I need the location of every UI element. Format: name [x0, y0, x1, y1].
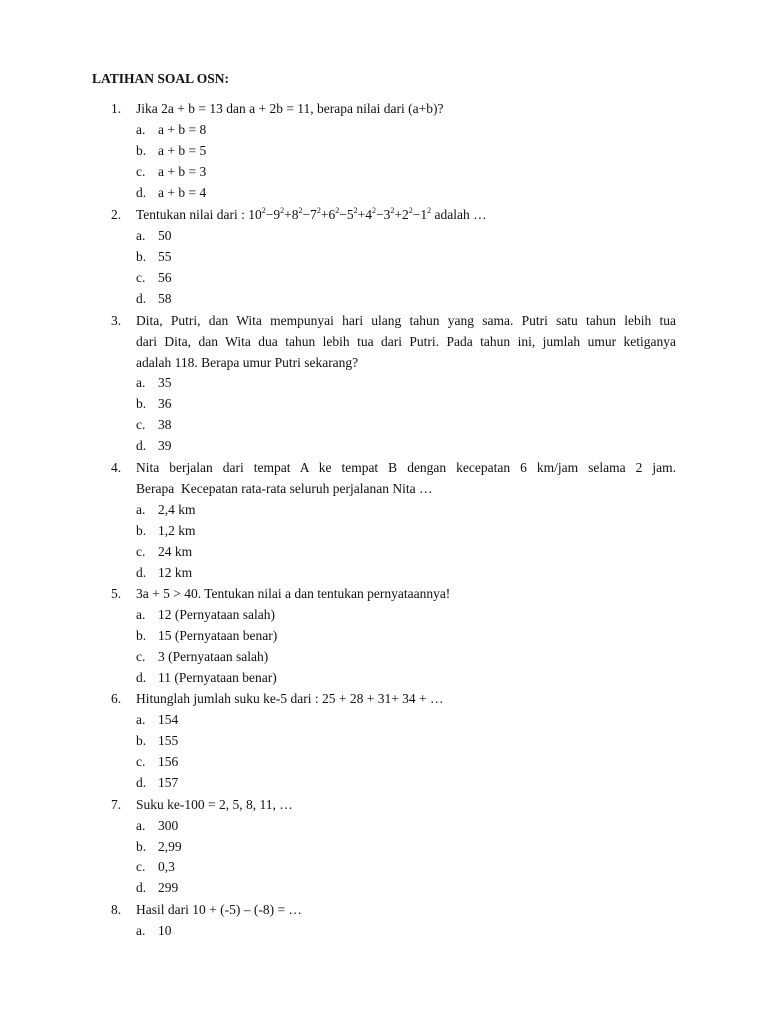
page-title: LATIHAN SOAL OSN:: [92, 71, 230, 86]
expression-base: 8: [291, 207, 299, 222]
question-text-prefix: Tentukan nilai dari :: [136, 207, 249, 222]
question-text-line: Nita berjalan dari tempat A ke tempat B dengan kecepatan 6 km/jam selama 2 jam.: [136, 460, 676, 475]
expression-base: 7: [310, 207, 317, 222]
option-text: 15 (Pernyataan benar): [158, 628, 278, 643]
option-text: 300: [158, 818, 179, 833]
question-text: 3a + 5 > 40. Tentukan nilai a dan tentukan pernyataannya!: [136, 586, 451, 601]
option-letter: d.: [136, 775, 147, 790]
option-text: 156: [158, 754, 179, 769]
option-text: 12 (Pernyataan salah): [158, 607, 275, 622]
option-letter: a.: [136, 923, 146, 938]
option-text: 1,2 km: [158, 523, 196, 538]
option-letter: c.: [136, 544, 146, 559]
expression-operator: +: [284, 207, 292, 222]
question-text-line: dari Dita, dan Wita dua tahun lebih tua dari Putri. Pada tahun ini, jumlah umur ketiganya: [136, 334, 676, 349]
option-letter: c.: [136, 417, 146, 432]
option-text: 11 (Pernyataan benar): [158, 670, 277, 685]
expression-exponent: 2: [316, 206, 321, 215]
expression-base: 6: [328, 207, 336, 222]
expression-exponent: 2: [261, 206, 266, 215]
option-text: 3 (Pernyataan salah): [158, 649, 269, 664]
option-text: 2,4 km: [158, 502, 196, 517]
option-letter: b.: [136, 143, 147, 158]
question-text: Hitunglah jumlah suku ke-5 dari : 25 + 28 + 31+ 34 + …: [136, 691, 444, 706]
option-letter: c.: [136, 859, 146, 874]
option-letter: b.: [136, 396, 147, 411]
option-text: 0,3: [158, 859, 175, 874]
expression-exponent: 2: [280, 206, 285, 215]
question-text: Hasil dari 10 + (-5) – (-8) = …: [136, 902, 302, 917]
option-text: 157: [158, 775, 179, 790]
option-letter: d.: [136, 185, 147, 200]
expression-operator: +: [394, 207, 403, 222]
option-letter: d.: [136, 880, 147, 895]
option-letter: c.: [136, 164, 146, 179]
expression-exponent: 2: [372, 206, 377, 215]
option-letter: a.: [136, 375, 146, 390]
expression-operator: −: [302, 207, 311, 222]
option-text: 155: [158, 733, 179, 748]
expression-exponent: 2: [408, 206, 413, 215]
option-text: a + b = 4: [158, 185, 207, 200]
expression-base: 2: [402, 207, 409, 222]
option-letter: b.: [136, 733, 147, 748]
option-letter: d.: [136, 670, 147, 685]
expression-base: 3: [383, 207, 391, 222]
option-letter: b.: [136, 523, 147, 538]
expression-operator: +: [320, 207, 329, 222]
option-text: 58: [158, 291, 172, 306]
question-text-line: Dita, Putri, dan Wita mempunyai hari ulang tahun yang sama. Putri satu tahun lebih tua: [136, 313, 676, 328]
question-text-suffix: adalah …: [431, 207, 487, 222]
option-text: 24 km: [158, 544, 193, 559]
option-text: 38: [158, 417, 172, 432]
question-number: 6.: [111, 691, 122, 706]
option-letter: d.: [136, 565, 147, 580]
option-letter: c.: [136, 649, 146, 664]
question-text-line: adalah 118. Berapa umur Putri sekarang?: [136, 355, 359, 370]
expression-operator: −: [265, 207, 274, 222]
expression-operator: −: [376, 207, 384, 222]
option-text: 55: [158, 249, 172, 264]
option-letter: d.: [136, 438, 147, 453]
expression-operator: −: [339, 207, 347, 222]
question-text: [136, 204, 676, 225]
option-text: 12 km: [158, 565, 193, 580]
option-text: 39: [158, 438, 172, 453]
question-text: Jika 2a + b = 13 dan a + 2b = 11, berapa nilai dari (a+b)?: [136, 101, 444, 116]
expression-exponent: 2: [298, 206, 303, 215]
math-expression: [248, 207, 431, 222]
option-text: 10: [158, 923, 172, 938]
option-text: a + b = 8: [158, 122, 207, 137]
expression-base: 5: [346, 207, 354, 222]
expression-base: 1: [420, 207, 428, 222]
option-text: 299: [158, 880, 179, 895]
option-letter: a.: [136, 122, 146, 137]
expression-operator: −: [412, 207, 421, 222]
option-letter: a.: [136, 818, 146, 833]
question-number: 2.: [111, 207, 122, 222]
expression-base: 10: [248, 207, 262, 222]
question-text-line: Berapa Kecepatan rata-rata seluruh perjalanan Nita …: [136, 481, 433, 496]
question-number: 5.: [111, 586, 122, 601]
expression-exponent: 2: [353, 206, 358, 215]
option-letter: b.: [136, 628, 147, 643]
option-letter: a.: [136, 228, 146, 243]
expression-exponent: 2: [427, 206, 432, 215]
question-number: 4.: [111, 460, 122, 475]
option-text: 35: [158, 375, 172, 390]
expression-base: 4: [365, 207, 373, 222]
option-text: 50: [158, 228, 172, 243]
expression-operator: +: [357, 207, 366, 222]
option-letter: c.: [136, 270, 146, 285]
option-letter: a.: [136, 607, 146, 622]
option-letter: b.: [136, 839, 147, 854]
option-letter: d.: [136, 291, 147, 306]
question-number: 1.: [111, 101, 122, 116]
expression-base: 9: [273, 207, 281, 222]
option-text: 2,99: [158, 839, 182, 854]
option-letter: c.: [136, 754, 146, 769]
expression-exponent: 2: [335, 206, 340, 215]
question-number: 3.: [111, 313, 122, 328]
option-text: 154: [158, 712, 179, 727]
expression-exponent: 2: [390, 206, 395, 215]
option-text: 56: [158, 270, 172, 285]
option-letter: a.: [136, 712, 146, 727]
option-letter: b.: [136, 249, 147, 264]
option-text: a + b = 5: [158, 143, 207, 158]
option-text: a + b = 3: [158, 164, 207, 179]
question-number: 7.: [111, 797, 122, 812]
question-number: 8.: [111, 902, 122, 917]
question-text: Suku ke-100 = 2, 5, 8, 11, …: [136, 797, 293, 812]
option-letter: a.: [136, 502, 146, 517]
option-text: 36: [158, 396, 172, 411]
